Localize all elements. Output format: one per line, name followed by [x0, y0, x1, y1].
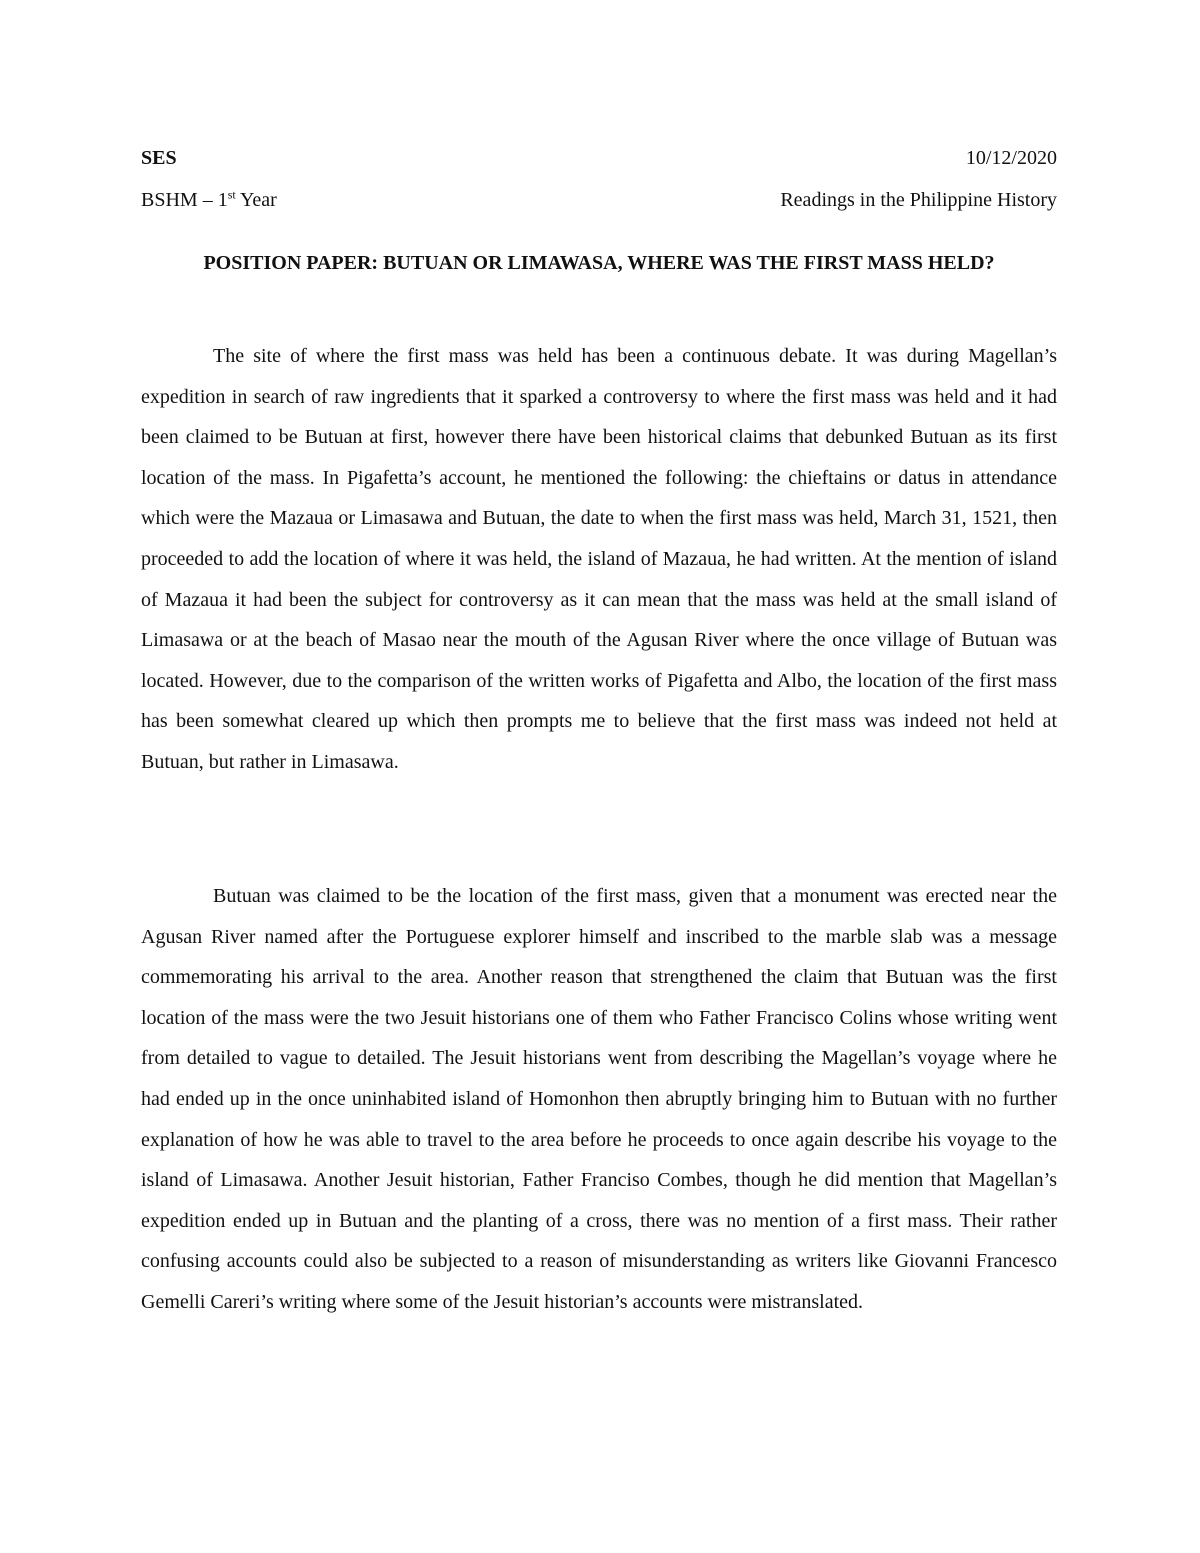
paper-title: POSITION PAPER: BUTUAN OR LIMAWASA, WHERE WAS THE FIRST MASS HELD? [203, 252, 995, 274]
course-suffix: Year [235, 189, 277, 211]
course-prefix: BSHM – 1 [141, 189, 228, 211]
paragraph-text: The site of where the first mass was held has been a continuous debate. It was during Magellan’s expedition in search of raw ingredients that it sparked a controversy to where the first mass was held and it had been claimed to be Butuan at first, however there have been historical claims that debunked Butuan as its first location of the mass. In Pigafetta’s account, he mentioned the following: the chieftains or datus in attendance which were the Mazaua or Limasawa and Butuan, the date to when the first mass was held, March 31, 1521, then proceeded to add the location of where it was held, the island of Mazaua, he had written. At the mention of island of Mazaua it had been the subject for controversy as it can mean that the mass was held at the small island of Limasawa or at the beach of Masao near the mouth of the Agusan River where the once village of Butuan was located. However, due to the comparison of the written works of Pigafetta and Albo, the location of the first mass has been somewhat cleared up which then prompts me to believe that the first mass was indeed not held at Butuan, but rather in Limasawa. [141, 345, 1057, 773]
body-paragraph-2 [141, 876, 1057, 1323]
course-ordinal-suffix: st [227, 187, 236, 202]
document-date: 10/12/2020 [965, 147, 1057, 169]
body-paragraph-1 [141, 336, 1057, 783]
header-row-bottom [141, 188, 1057, 212]
subject-name: Readings in the Philippine History [780, 189, 1057, 211]
course-year [141, 188, 277, 212]
header-row-top [141, 146, 1057, 170]
author-name: SES [141, 147, 177, 169]
paragraph-text: Butuan was claimed to be the location of the first mass, given that a monument was erected near the Agusan River named after the Portuguese explorer himself and inscribed to the marble slab was a message commemorating his arrival to the area. Another reason that strengthened the claim that Butuan was the first location of the mass were the two Jesuit historians one of them who Father Francisco Colins whose writing went from detailed to vague to detailed. The Jesuit historians went from describing the Magellan’s voyage where he had ended up in the once uninhabited island of Homonhon then abruptly bringing him to Butuan with no further explanation of how he was able to travel to the area before he proceeds to once again describe his voyage to the island of Limasawa. Another Jesuit historian, Father Franciso Combes, though he did mention that Magellan’s expedition ended up in Butuan and the planting of a cross, there was no mention of a first mass. Their rather confusing accounts could also be subjected to a reason of misunderstanding as writers like Giovanni Francesco Gemelli Careri’s writing where some of the Jesuit historian’s accounts were mistranslated. [141, 885, 1057, 1313]
